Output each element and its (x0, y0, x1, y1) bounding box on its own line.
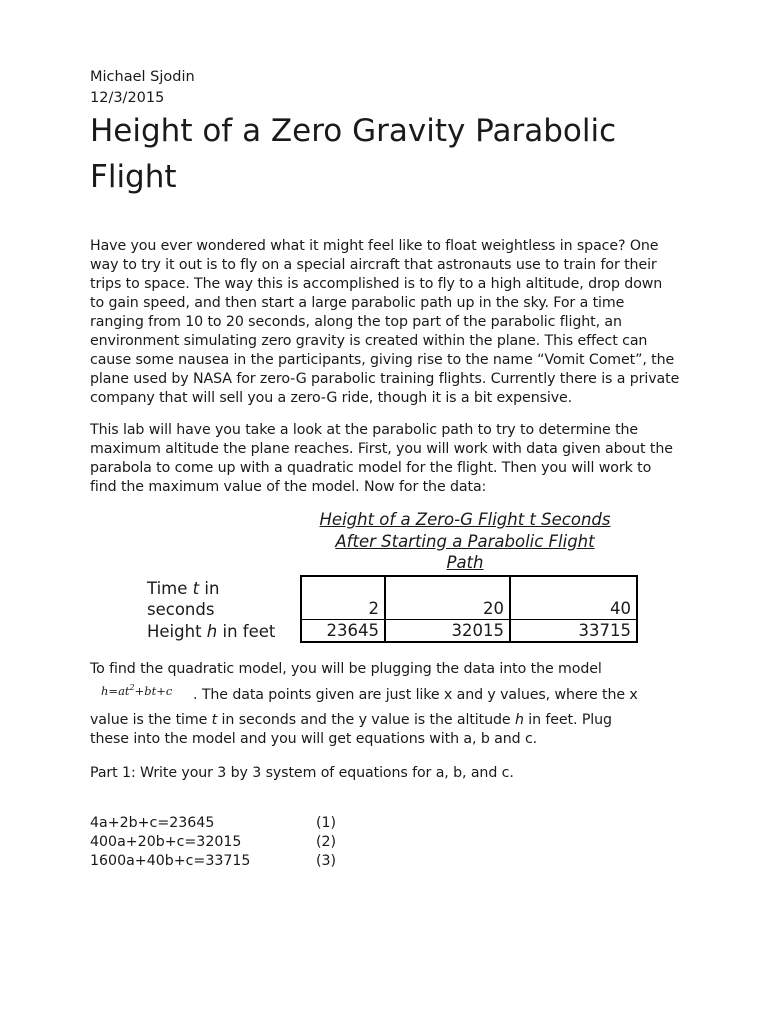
intro-line: way to try it out is to fly on a special aircraft that astronauts use to train for their (90, 257, 657, 273)
author-name: Michael Sjodin (90, 69, 195, 85)
intro-line: Have you ever wondered what it might feel like to float weightless in space? One (90, 238, 659, 254)
intro-line: environment simulating zero gravity is created within the plane. This effect can (90, 333, 648, 349)
document-date: 12/3/2015 (90, 90, 165, 106)
lab-line: maximum altitude the plane reaches. First, you will work with data given about the (90, 441, 673, 457)
equation: 400a+20b+c=32015 (90, 834, 242, 850)
model-formula: $h=at^2+bt+c$ (101, 683, 173, 698)
equation: 1600a+40b+c=33715 (90, 853, 251, 869)
intro-line: company that will sell you a zero-G ride, though it is a bit expensive. (90, 390, 573, 406)
title-line-2: Flight (90, 159, 177, 195)
table-row-time (142, 576, 637, 620)
equation-number: (1) (316, 815, 337, 831)
caption-line: Height of a Zero-G Flight t Seconds (319, 510, 611, 529)
equation-number: (2) (316, 834, 337, 850)
lab-paragraph (90, 421, 690, 497)
intro-line: plane used by NASA for zero-G parabolic training flights. Currently there is a private (90, 371, 680, 387)
intro-line: trips to space. The way this is accomplished is to fly to a high altitude, drop down (90, 276, 663, 292)
caption-line: Path (446, 553, 484, 572)
intro-line: to gain speed, and then start a large parabolic path up in the sky. For a time (90, 295, 625, 311)
caption-line: After Starting a Parabolic Flight (335, 531, 595, 551)
time-row-label: Time t in seconds (147, 578, 220, 619)
time-cell: 20 (385, 576, 510, 620)
page-title (90, 108, 690, 200)
height-cell: 32015 (385, 620, 510, 643)
table-row-height (142, 620, 637, 643)
equation-number: (3) (316, 853, 337, 869)
time-cell: 2 (301, 576, 385, 620)
lab-line: This lab will have you take a look at the parabolic path to try to determine the (90, 422, 639, 438)
lab-line: parabola to come up with a quadratic model for the flight. Then you will work to (90, 460, 652, 476)
model-line-4: these into the model and you will get equations with a, b and c. (90, 731, 538, 747)
time-cell: 40 (510, 576, 637, 620)
data-table (142, 575, 638, 643)
model-line-3: value is the time t in seconds and the y value is the altitude h in feet. Plug (90, 712, 612, 728)
part1-prompt: Part 1: Write your 3 by 3 system of equations for a, b, and c. (90, 765, 514, 781)
model-line-2: . The data points given are just like x and y values, where the x (193, 687, 638, 703)
height-cell: 23645 (301, 620, 385, 643)
intro-line: cause some nausea in the participants, giving rise to the name “Vomit Comet”, the (90, 352, 675, 368)
intro-line: ranging from 10 to 20 seconds, along the top part of the parabolic flight, an (90, 314, 622, 330)
table-caption (292, 509, 638, 574)
intro-paragraph (90, 237, 690, 408)
title-line-1: Height of a Zero Gravity Parabolic (90, 113, 617, 149)
height-row-label: Height h in feet (147, 622, 276, 641)
equation: 4a+2b+c=23645 (90, 815, 215, 831)
lab-line: find the maximum value of the model. Now for the data: (90, 479, 487, 495)
height-cell: 33715 (510, 620, 637, 643)
model-line-1: To find the quadratic model, you will be plugging the data into the model (90, 661, 602, 677)
